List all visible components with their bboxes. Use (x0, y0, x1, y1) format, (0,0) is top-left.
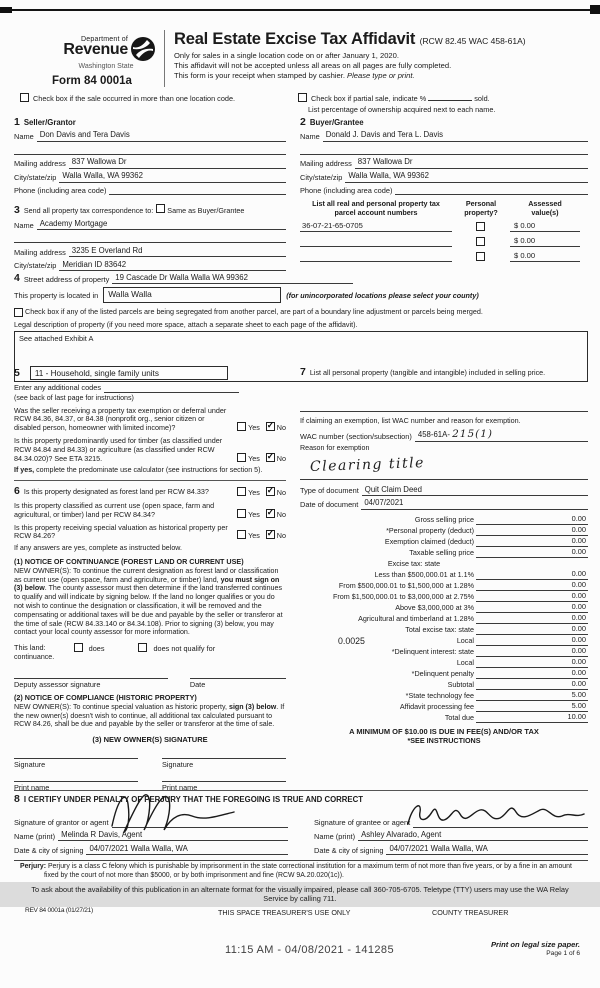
wac-number-label: WAC number (section/subsection) (300, 432, 412, 442)
partial-sale-option (298, 93, 588, 114)
subtotal-field[interactable]: 0.00 (542, 679, 588, 690)
dept-of-label: Department of (81, 36, 128, 43)
buyer-mailing-field[interactable]: 837 Wallowa Dr (355, 158, 588, 168)
section4-number: 4 (14, 272, 20, 284)
yes-label: Yes (248, 423, 260, 433)
exemption-deferral-answer (233, 422, 286, 433)
no-label: No (276, 531, 286, 541)
section7-number: 7 (300, 366, 306, 378)
certify-statement: I CERTIFY UNDER PENALTY OF PERJURY THAT THE FOREGOING IS TRUE AND CORRECT (23, 795, 364, 804)
section3-number: 3 (14, 204, 20, 217)
same-as-buyer-checkbox[interactable] (156, 204, 165, 213)
wac-number-field[interactable] (415, 428, 588, 442)
owner2-signature-label: Signature (162, 760, 194, 770)
located-in-label: This property is located in (14, 290, 99, 300)
fee-row-subtotal: Subtotal 0.00 (447, 679, 586, 690)
revenue-label: Revenue (63, 41, 128, 58)
seller-phone-label: Phone (including area code) (14, 185, 107, 195)
type-of-document-label: Type of document (300, 486, 359, 496)
seller-mailing-field[interactable]: 837 Wallowa Dr (69, 158, 286, 168)
fee-row-gross: Gross selling price 0.00 (414, 514, 586, 525)
notice2-title: (2) NOTICE OF COMPLIANCE (HISTORIC PROPERTY) (14, 692, 197, 702)
notice1-title: (1) NOTICE OF CONTINUANCE (FOREST LAND OR CURRENT USE) (14, 556, 244, 566)
if-yes-bold: If yes, (14, 466, 35, 475)
page-indicator: Page 1 of 6 (546, 950, 580, 957)
taxcorr-citystatezip-label: City/state/zip (14, 261, 57, 271)
form-number: Form 84 0001a (52, 75, 132, 87)
washington-state-label: Washington State (78, 63, 134, 70)
current-use-no-checkbox[interactable] (266, 509, 275, 518)
does-not-option (138, 643, 221, 653)
print-legal-size-note: Print on legal size paper. (490, 940, 580, 949)
grantee-datecity-label: Date & city of signing (314, 845, 384, 855)
fee-row-agri: Agricultural and timberland at 1.28% 0.00 (358, 613, 586, 624)
timber-agriculture-question: Is this property predominantly used for timber (as classified under RCW 84.84 and 84.33) or agriculture (as classified under RCW 84.34.020)? See ETA 3215. (14, 436, 223, 463)
subtitle-line1: Only for sales in a single location code on or after January 1, 2020. (174, 51, 399, 60)
section8-number: 8 (14, 793, 20, 805)
parcel-number-field-3[interactable] (300, 252, 452, 262)
reason-for-exemption-label: Reason for exemption (300, 443, 370, 452)
scan-artifact-left (0, 7, 12, 13)
deputy-assessor-label: Deputy assessor signature (14, 679, 101, 689)
parcel-row (300, 221, 588, 232)
personal-property-col-header: Personal property? (464, 199, 498, 217)
grantee-signature-block (314, 808, 588, 855)
buyer-phone-label: Phone (including area code) (300, 185, 393, 195)
state-technology-fee-field[interactable]: 5.00 (542, 690, 588, 701)
total-due-field[interactable]: 10.00 (542, 712, 588, 723)
notice2-paragraph: NEW OWNER(S): To continue special valuation as historic property, sign (3) below. If the new owner(s) doesn't wish to continue, all additional tax calculated pursuant to RCW 84.26, shall be due and payable by the seller or transferor at the time of sale. (14, 702, 285, 729)
current-use-yes-checkbox[interactable] (237, 509, 246, 518)
yes-label: Yes (248, 488, 260, 498)
yes-label: Yes (248, 453, 260, 463)
county-treasurer-label: COUNTY TREASURER (432, 908, 509, 917)
taxcorr-name-extra-line[interactable] (14, 232, 286, 243)
exemption-deferral-no-checkbox[interactable] (266, 422, 275, 431)
subtitle-line2: This affidavit will not be accepted unless all areas on all pages are fully completed. (174, 61, 452, 71)
tier1-field[interactable]: 0.00 (542, 569, 588, 580)
land-use-code-combobox[interactable]: 11 - Household, single family units (30, 366, 228, 380)
page-title (174, 30, 588, 49)
excise-tax-state-header: Excise tax: state (387, 559, 441, 569)
tier4-field[interactable]: 0.00 (542, 602, 588, 613)
subtitle-line3-text: This form is your receipt when stamped by cashier. (174, 71, 348, 81)
exemption-claimed-field[interactable]: 0.00 (542, 536, 588, 547)
does-label: does (88, 644, 105, 654)
partial-sale-note: List percentage of ownership acquired next to each name. (308, 105, 496, 114)
multi-location-option (20, 93, 298, 114)
section3-title: Send all property tax correspondence to: (23, 206, 154, 216)
located-in-note: (for unincorporated locations please select your county) (286, 290, 479, 300)
owner2-printname-label: Print name (162, 783, 198, 793)
forest-land-yes-checkbox[interactable] (237, 487, 246, 496)
buyer-mailing-label: Mailing address (300, 159, 352, 169)
tier2-field[interactable]: 0.00 (542, 580, 588, 591)
delinquent-interest-local-field[interactable]: 0.00 (542, 657, 588, 668)
fee-row-penalty: *Delinquent penalty 0.00 (411, 668, 586, 679)
section6-number: 6 (14, 485, 20, 498)
type-of-document-field[interactable]: Quit Claim Deed (362, 486, 588, 496)
accessibility-statement: To ask about the availability of this publication in an alternate format for the visually impaired, please call 360-705-6705. Teletype (TTY) users may use the WA Relay Service by calling 711. (0, 882, 600, 907)
timber-agriculture-yes-checkbox[interactable] (237, 453, 246, 462)
seller-citystatezip-field[interactable]: Walla Walla, WA 99362 (59, 172, 286, 182)
parcel-number-field-2[interactable] (300, 237, 452, 247)
yes-label: Yes (248, 509, 260, 519)
perjury-statement (14, 860, 588, 880)
seller-phone-field[interactable] (109, 186, 286, 196)
total-excise-state-field[interactable]: 0.00 (542, 624, 588, 635)
additional-codes-label: Enter any additional codes (14, 383, 102, 393)
grantee-printname-label: Name (print) (314, 831, 356, 841)
parcel-table (300, 200, 588, 262)
grantee-printname-field[interactable]: Ashley Alvarado, Agent (358, 831, 588, 841)
parcel-row (300, 251, 588, 262)
fee-row-tier2: From $500,000.01 to $1,500,000 at 1.28% 0.00 (338, 580, 586, 591)
forest-land-question-text: Is this property designated as forest land per RCW 84.33? (23, 487, 209, 497)
street-address-field[interactable]: 19 Cascade Dr Walla Walla WA 99362 (112, 274, 352, 284)
date-of-document-field[interactable]: 04/07/2021 (361, 499, 588, 509)
continuance-label: continuance. (14, 653, 55, 662)
yes-label: Yes (248, 531, 260, 541)
grantee-datecity-field[interactable]: 04/07/2021 Walla Walla, WA (386, 845, 588, 855)
taxcorr-mailing-field[interactable]: 3235 E Overland Rd (69, 247, 286, 257)
taxable-selling-price-field[interactable]: 0.00 (542, 547, 588, 558)
forest-land-answer (233, 487, 286, 498)
grantor-signature-field[interactable] (112, 818, 289, 828)
form-revision: REV 84 0001a (01/27/21) (25, 907, 93, 914)
section7-title-text: List all personal property (tangible and intangible) included in selling price. (309, 368, 546, 377)
historical-yes-checkbox[interactable] (237, 530, 246, 539)
delinquent-penalty-field[interactable]: 0.00 (542, 668, 588, 679)
located-in-combobox[interactable]: Walla Walla (103, 287, 281, 303)
fee-row-personal: *Personal property (deduct) 0.00 (386, 525, 586, 536)
assessed-value-field-2[interactable]: $ 0.00 (510, 236, 580, 247)
parcel-number-field[interactable]: 36-07-21-65-0705 (300, 221, 452, 232)
forest-land-question (14, 485, 229, 498)
scan-artifact-line (6, 9, 590, 11)
multi-location-label: Check box if the sale occurred in more than one location code. (33, 94, 236, 103)
grantor-signature-block (14, 808, 288, 855)
does-option (74, 643, 111, 653)
grantee-signature-field[interactable] (413, 818, 588, 828)
reason-for-exemption-field[interactable] (300, 453, 588, 480)
does-checkbox[interactable] (74, 643, 83, 652)
section7-title (300, 366, 588, 379)
seller-name-label: Name (14, 132, 34, 142)
additional-codes-field[interactable] (104, 383, 239, 393)
grantor-datecity-field[interactable]: 04/07/2021 Walla Walla, WA (86, 845, 288, 855)
affidavit-processing-fee-field[interactable]: 5.00 (542, 701, 588, 712)
grantor-signature-label: Signature of grantor or agent (14, 817, 109, 827)
taxcorr-name-label: Name (14, 220, 34, 230)
does-not-label: does not qualify for (153, 644, 216, 654)
fee-row-tier3: From $1,500,000.01 to $3,000,000 at 2.75% 0.00 (332, 591, 586, 602)
deputy-date-field[interactable] (190, 678, 286, 689)
reason-handwritten: Clearing title (309, 454, 426, 475)
buyer-name-label: Name (300, 132, 320, 142)
fee-row-total-state: Total excise tax: state 0.00 (405, 624, 586, 635)
agricultural-field[interactable]: 0.00 (542, 613, 588, 624)
no-label: No (276, 453, 286, 463)
local-tax-field[interactable]: 0.00 (542, 635, 588, 646)
section2-number: 2 (300, 116, 306, 128)
buyer-name-extra-line[interactable] (300, 144, 588, 155)
buyer-citystatezip-field[interactable]: Walla Walla, WA 99362 (345, 172, 588, 182)
notice1-paragraph: NEW OWNER(S): To continue the current designation as forest land or classification as current use (open space, farm and agriculture, or timber) land, you must sign on (3) below. The county assessor must then determine if the land transferred continues to qualify and will indicate by signing below. If the land no longer qualifies or you do not wish to continue the designation or classification, it will be removed and the compensating or additional taxes will be due and payable by the seller or transferor at the time of sale (RCW 84.33.140 or 84.34.108). Prior to signing (3) below, you may contact your local county assessor for more information. (14, 566, 283, 637)
section2-title: Buyer/Grantee (309, 118, 364, 127)
taxcorr-citystatezip-field[interactable]: Meridian ID 83642 (59, 261, 286, 271)
buyer-citystatezip-label: City/state/zip (300, 173, 343, 183)
buyer-name-field[interactable]: Donald J. Davis and Tera L. Davis (323, 131, 588, 141)
timestamp-stamp: 11:15 AM - 04/08/2021 - 141285 (225, 944, 394, 956)
no-label: No (276, 509, 286, 519)
fee-row-total-due: Total due 10.00 (444, 712, 586, 723)
revenue-swoosh-icon (130, 36, 156, 62)
partial-sale-checkbox[interactable] (298, 93, 307, 102)
deputy-assessor-signature-field[interactable] (14, 678, 168, 689)
dor-logo (28, 30, 156, 87)
form-header (28, 30, 588, 87)
section1-number: 1 (14, 116, 20, 128)
fee-row-processing-fee: Affidavit processing fee 5.00 (399, 701, 586, 712)
personal-property-checkbox-2[interactable] (476, 237, 485, 246)
fee-row-exemption: Exemption claimed (deduct) 0.00 (384, 536, 586, 547)
gross-selling-price-field[interactable]: 0.00 (542, 514, 588, 525)
subtitle-line3-em: Please type or print. (347, 71, 415, 81)
current-use-answer (233, 509, 286, 520)
seller-name-field[interactable]: Don Davis and Tera Davis (37, 131, 286, 141)
grantee-signature-label: Signature of grantee or agent (314, 817, 411, 827)
personal-property-checkbox-3[interactable] (476, 252, 485, 261)
parcel-col-header: List all real and personal property tax parcel account numbers (312, 199, 440, 217)
exemption-note: If claiming an exemption, list WAC number and reason for exemption. (300, 415, 521, 425)
title-rcw: (RCW 82.45 WAC 458-61A) (419, 36, 526, 46)
fee-row-local: 0.0025 Local 0.00 (300, 635, 588, 646)
street-address-label: Street address of property (23, 274, 110, 284)
timber-agriculture-no-checkbox[interactable] (266, 453, 275, 462)
multi-location-checkbox[interactable] (20, 93, 29, 102)
owner1-signature-field[interactable] (14, 758, 138, 769)
title-text: Real Estate Excise Tax Affidavit (174, 30, 416, 48)
fee-row-tier4: Above $3,000,000 at 3% 0.00 (395, 602, 586, 613)
buyer-phone-field[interactable] (395, 186, 588, 196)
subtitle-line3 (174, 71, 588, 81)
if-any-yes-note: If any answers are yes, complete as instructed below. (14, 544, 182, 553)
no-label: No (276, 488, 286, 498)
historical-property-answer (233, 530, 286, 541)
deputy-date-label: Date (189, 679, 206, 689)
local-rate-value: 0.0025 (338, 635, 365, 646)
treasurer-use-label: THIS SPACE TREASURER'S USE ONLY (218, 908, 351, 917)
fee-row-delinq-local: Local 0.00 (456, 657, 586, 668)
segregated-label: Check box if any of the listed parcels are being segregated from another parcel, are part of a boundary line adjustment or parcels being merged. (25, 306, 483, 316)
historical-no-checkbox[interactable] (266, 530, 275, 539)
perjury-text: Perjury is a class C felony which is punishable by imprisonment in the state correctional institution for a maximum term of not more than five years, or by a fine in an amount fixed by the court of not more than $5000, or by both imprisonment and fine (RCW 9A.20.020(1c)). (44, 863, 572, 879)
personal-property-checkbox-1[interactable] (476, 222, 485, 231)
see-back-note: (see back of last page for instructions) (14, 393, 134, 402)
owner1-printname-label: Print name (14, 783, 50, 793)
section5-number: 5 (14, 367, 20, 379)
see-instructions-note: *SEE INSTRUCTIONS (407, 735, 481, 745)
section1-title: Seller/Grantor (23, 118, 76, 127)
grantor-printname-field[interactable]: Melinda R Davis, Agent (58, 831, 288, 841)
exemption-deferral-yes-checkbox[interactable] (237, 422, 246, 431)
same-as-buyer-label: Same as Buyer/Grantee (167, 206, 245, 216)
assessed-value-field-1[interactable]: $ 0.00 (510, 221, 580, 232)
wac-handwritten: 215(1) (452, 428, 494, 441)
assessed-value-field-3[interactable]: $ 0.00 (510, 251, 580, 262)
delinquent-interest-state-field[interactable]: 0.00 (542, 646, 588, 657)
wac-printed: 458-61A- (417, 430, 450, 440)
partial-sale-label-sold: sold. (474, 94, 490, 103)
taxcorr-name-field[interactable]: Academy Mortgage (37, 220, 286, 230)
personal-property-deduct-field[interactable]: 0.00 (542, 525, 588, 536)
timber-agriculture-answer (233, 453, 286, 464)
assessed-value-col-header: Assessed value(s) (528, 199, 562, 217)
grantor-datecity-label: Date & city of signing (14, 845, 84, 855)
taxcorr-mailing-label: Mailing address (14, 247, 66, 257)
fee-table (300, 514, 588, 723)
legal-description-field[interactable]: See attached Exhibit A (14, 331, 588, 382)
parcel-row (300, 236, 588, 247)
partial-sale-percent-field[interactable] (428, 93, 472, 101)
this-land-label: This land: (14, 643, 46, 653)
partial-sale-label: Check box if partial sale, indicate % (311, 94, 427, 103)
perjury-bold: Perjury: (20, 863, 47, 870)
historical-property-question: Is this property receiving special valuation as historical property per RCW 84.26? (14, 522, 228, 541)
fee-row-tech-fee: *State technology fee 5.00 (405, 690, 586, 701)
fee-row-tier1: Less than $500,000.01 at 1.1% 0.00 (374, 569, 586, 580)
scan-artifact-right (590, 5, 600, 14)
no-label: No (276, 423, 286, 433)
seller-citystatezip-label: City/state/zip (14, 173, 57, 183)
grantor-printname-label: Name (print) (14, 831, 56, 841)
segregated-checkbox[interactable] (14, 308, 23, 317)
does-not-checkbox[interactable] (138, 643, 147, 652)
forest-land-no-checkbox[interactable] (266, 487, 275, 496)
date-of-document-label: Date of document (300, 500, 359, 510)
fee-row-delinq-int: *Delinquent interest: state 0.00 (391, 646, 586, 657)
owner1-signature-label: Signature (14, 760, 46, 770)
fee-row-taxable: Taxable selling price 0.00 (409, 547, 586, 558)
legal-description-label: Legal description of property (if you need more space, attach a separate sheet to each page of the affidavit). (14, 320, 358, 330)
current-use-question: Is this property classified as current use (open space, farm and agricultural, or timber) land per RCW 84.34? (14, 500, 215, 519)
exemption-deferral-question: Was the seller receiving a property tax exemption or deferral under RCW 84.36, 84.37, or 84.38 (nonprofit org., senior citizen or disabled person, homeowner with limited income)? (14, 405, 227, 433)
tier3-field[interactable]: 0.00 (542, 591, 588, 602)
minimum-due-note: A MINIMUM OF $10.00 IS DUE IN FEE(S) AND/OR TAX (349, 726, 539, 736)
personal-property-list-field[interactable] (300, 381, 588, 412)
if-yes-rest: complete the predominate use calculator (see instructions for section 5). (34, 466, 263, 475)
seller-mailing-label: Mailing address (14, 159, 66, 169)
owner2-signature-field[interactable] (162, 758, 286, 769)
seller-name-extra-line[interactable] (14, 144, 286, 155)
new-owners-signature-title: (3) NEW OWNER(S) SIGNATURE (92, 735, 208, 745)
